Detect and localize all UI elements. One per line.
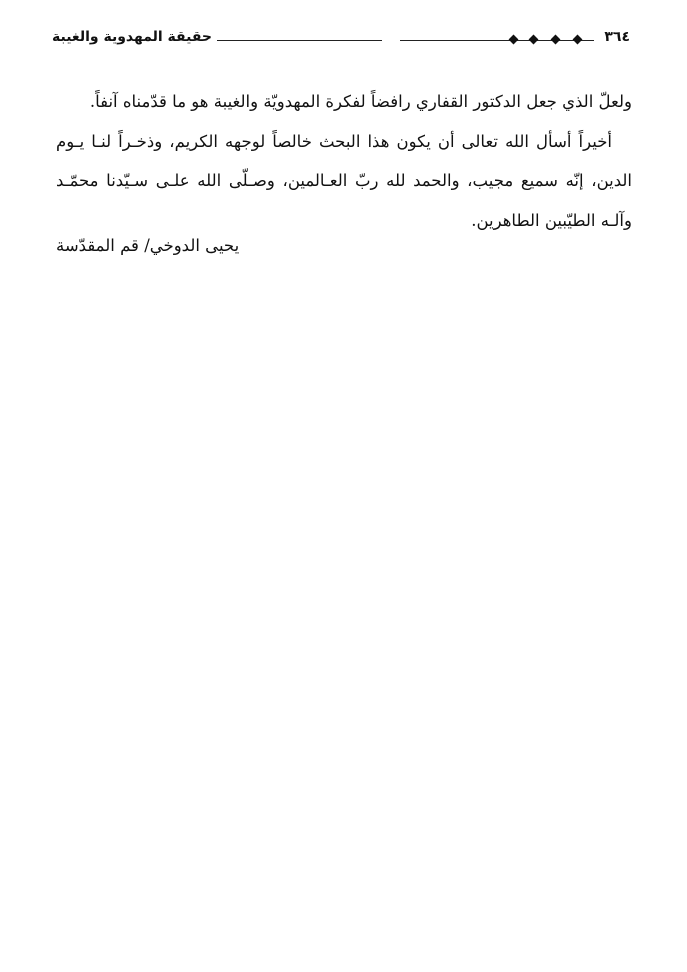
body-text (56, 82, 632, 240)
author-signature: يحيى الدوخي/ قم المقدّسة (56, 236, 240, 255)
running-title: حقيقة المهدوية والغيبة (52, 29, 212, 45)
paragraph: أخيراً أسأل الله تعالى أن يكون هذا البحث خالصاً لوجهه الكريم، وذخـراً لنـا يـوم الدين، إنّه سميع مجيب، والحمد لله ربّ العـالمين، وصـلّى الله علـى سـيّدنا محمّـد وآلـه الطيّبين الطاهرين. (56, 131, 632, 230)
signature-block (56, 226, 632, 265)
header-rule-gap (382, 36, 400, 44)
page-header (52, 28, 630, 52)
paragraph: ولعلّ الذي جعل الدكتور القفاري رافضاً لفكرة المهدويّة والغيبة هو ما قدّمناه آنفاً. (89, 92, 632, 111)
header-ornament (500, 34, 590, 46)
diamond-ornament-icon (551, 35, 561, 45)
diamond-ornament-icon (573, 35, 583, 45)
diamond-ornament-icon (509, 35, 519, 45)
diamond-ornament-icon (529, 35, 539, 45)
page-number: ٣٦٤ (604, 29, 630, 45)
